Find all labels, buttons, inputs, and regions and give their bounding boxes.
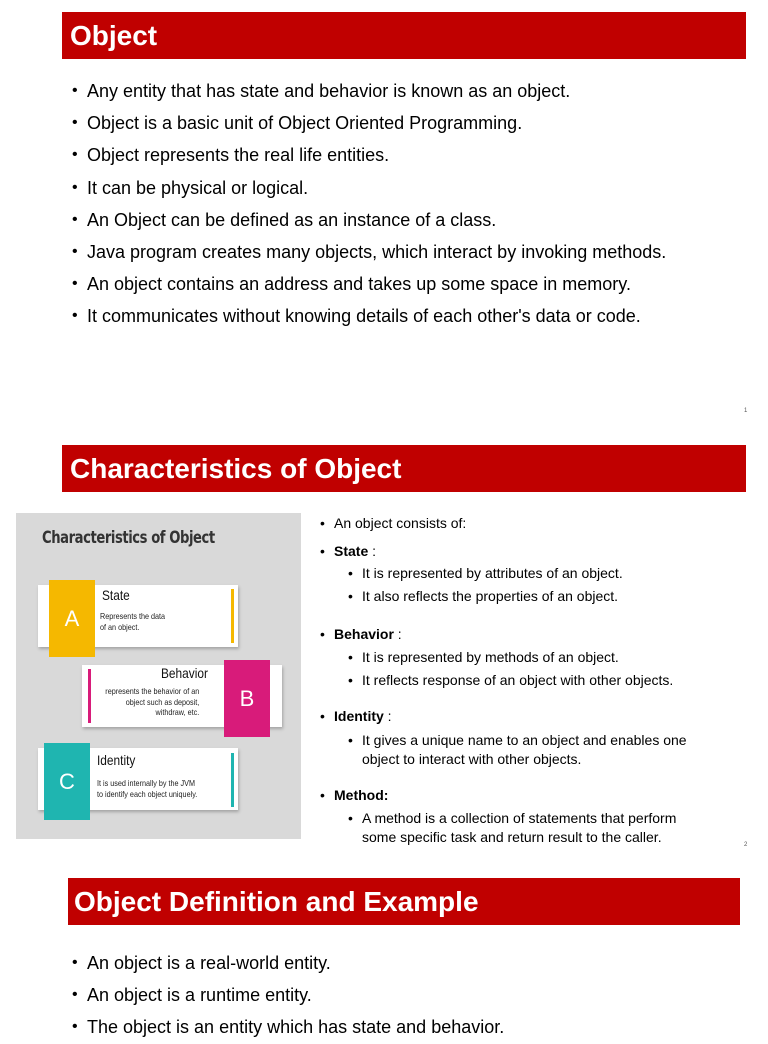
bullet-item: • Java program creates many objects, which interact by invoking methods. [72,236,666,268]
bullet-list [72,75,666,333]
identity-accent [231,753,234,807]
method-item: • Method: [320,787,388,803]
state-desc: Represents the data of an object. [100,611,166,632]
bullet-item: • An object is a real-world entity. [72,947,504,979]
bullet-item: • It can be physical or logical. [72,172,666,204]
slide-object [0,0,768,430]
behavior-accent [88,669,91,723]
sub-item: • It also reflects the properties of an object. [348,588,618,604]
illustration-title: Characteristics of Object [42,528,215,548]
state-accent [231,589,234,643]
state-heading: State [102,587,130,603]
behavior-letter: B [239,685,255,711]
page-number: 1 [744,408,748,414]
bullet-item: • An Object can be defined as an instance of a class. [72,204,666,236]
slide-title: Object Definition and Example [74,885,479,917]
sub-item: • It gives a unique name to an object and enables one object to interact with other objects. [348,731,687,769]
bullet-item: • Object is a basic unit of Object Oriented Programming. [72,107,666,139]
bullet-item: • An object contains an address and takes up some space in memory. [72,268,666,300]
behavior-tab [224,660,270,737]
behavior-heading: Behavior [161,665,208,681]
slide-title-bar [68,878,740,925]
sub-item: • It is represented by methods of an object. [348,649,619,665]
slide-title: Characteristics of Object [70,452,402,484]
sub-item: • It reflects response of an object with other objects. [348,672,673,688]
slide-title: Object [70,19,158,51]
bullet-item: • Any entity that has state and behavior is known as an object. [72,75,666,107]
slide-title-bar [62,12,746,59]
behavior-desc: represents the behavior of an object such as deposit, withdraw, etc. [105,686,200,717]
bullet-list [72,947,504,1044]
slide-title-bar [62,445,746,492]
identity-tab [44,743,90,820]
identity-desc: It is used internally by the JVM to identify each object uniquely. [97,778,198,799]
bullet-item: • The object is an entity which has state and behavior. [72,1011,504,1043]
page-number: 2 [744,842,748,848]
intro-item: • An object consists of: [320,515,466,531]
state-tab [49,580,95,657]
behavior-item: • Behavior : [320,626,402,642]
bullet-item: • Object represents the real life entities. [72,139,666,171]
bullet-item: • An object is a runtime entity. [72,979,504,1011]
identity-heading: Identity [97,752,136,768]
state-letter: A [64,605,80,631]
bullet-item: • It communicates without knowing details of each other's data or code. [72,300,666,332]
identity-letter: C [59,768,75,794]
sub-item: • A method is a collection of statements that perform some specific task and return result to the caller. [348,809,676,847]
sub-item: • It is represented by attributes of an object. [348,565,623,581]
identity-item: • Identity : [320,708,392,724]
state-item: • State : [320,543,376,559]
characteristics-illustration [16,513,301,839]
